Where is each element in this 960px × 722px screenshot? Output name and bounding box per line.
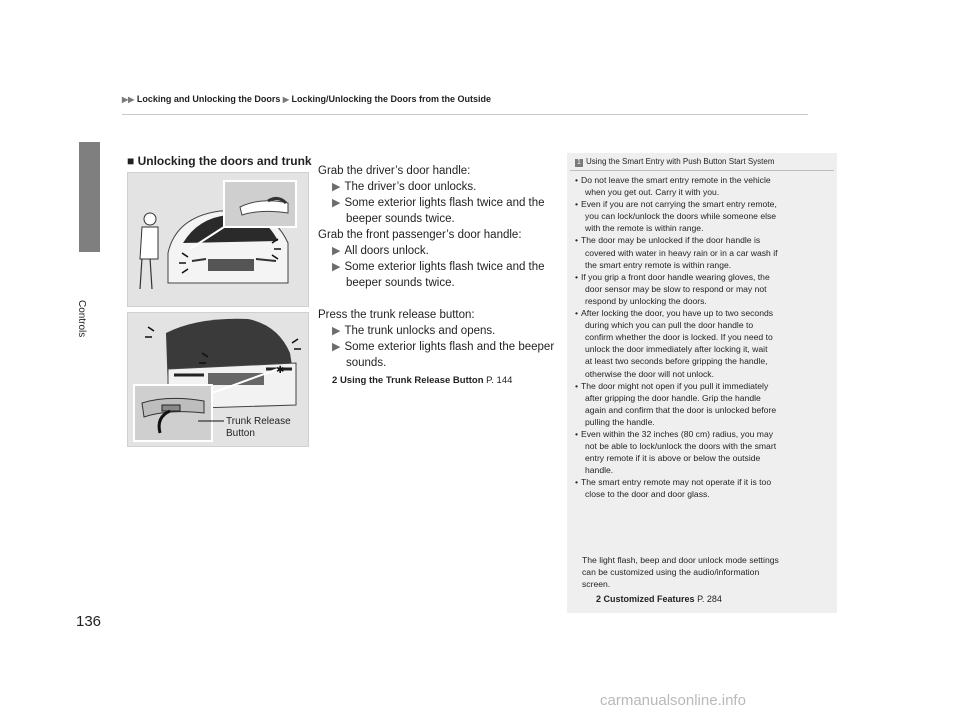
trunk-step-2: ▶ Some exterior lights flash and the beeper [332, 341, 555, 353]
page-number: 136 [76, 613, 102, 630]
note-icon: 1 [575, 159, 583, 167]
trunk-step-2-cont: sounds. [346, 357, 387, 369]
trunk-release-reference-link[interactable]: 2 Using the Trunk Release Button P. 144 [332, 375, 513, 386]
trunk-step-1: ▶ The trunk unlocks and opens. [332, 325, 496, 337]
section-title [127, 154, 312, 168]
note-line: door sensor may be slow to respond or may not [585, 283, 767, 294]
passenger-step-2-cont: beeper sounds twice. [346, 277, 455, 289]
step-arrow-icon: ▶ [332, 325, 341, 337]
passenger-step-2: ▶ Some exterior lights flash twice and the [332, 261, 545, 273]
note-line: confirm whether the door is locked. If you need to [585, 332, 773, 343]
note-line: not be able to lock/unlock the doors with the smart [585, 441, 777, 452]
note-line: close to the door and door glass. [585, 489, 710, 500]
note-line: you can lock/unlock the doors while someone else [585, 211, 777, 222]
passenger-step-1: ▶ All doors unlock. [332, 245, 429, 257]
note-line: handle. [585, 465, 614, 476]
note-paragraph-line: can be customized using the audio/information [582, 567, 760, 578]
trunk-intro: Press the trunk release button: [318, 309, 475, 321]
reference-icon: 2 [332, 375, 338, 386]
note-line: again and confirm that the door is unlocked before [585, 404, 777, 415]
note-line: when you get out. Carry it with you. [585, 187, 720, 198]
note-line: • The door might not open if you pull it immediately [575, 380, 769, 391]
step-arrow-icon: ▶ [332, 181, 341, 193]
note-line: • After locking the door, you have up to two seconds [575, 308, 774, 319]
note-line: • Do not leave the smart entry remote in the vehicle [575, 175, 771, 185]
note-line: unlock the door immediately after locking it, wait [585, 344, 768, 355]
trunk-release-caption: Trunk Release Button [226, 416, 291, 439]
breadcrumb-marker: ▶▶ [122, 95, 135, 104]
section-title-text: Unlocking the doors and trunk [137, 154, 312, 168]
driver-step-2: ▶ Some exterior lights flash twice and the [332, 197, 545, 209]
step-arrow-icon: ▶ [332, 341, 341, 353]
step-arrow-icon: ▶ [332, 245, 341, 257]
watermark: carmanualsonline.info [600, 692, 746, 709]
note-paragraph-line: The light flash, beep and door unlock mode settings [582, 555, 779, 565]
note-line: • The door may be unlocked if the door handle is [575, 235, 761, 246]
note-line: covered with water in heavy rain or in a car wash if [585, 247, 778, 258]
breadcrumb-level2[interactable]: Locking/Unlocking the Doors from the Outside [291, 94, 492, 104]
customized-features-reference-link[interactable]: 2 Customized Features P. 284 [596, 594, 722, 604]
note-line: • The smart entry remote may not operate if it is too [575, 477, 772, 488]
chapter-tab [79, 142, 100, 252]
note-line: • Even if you are not carrying the smart entry remote, [575, 199, 777, 210]
driver-step-1: ▶ The driver’s door unlocks. [332, 181, 477, 193]
reference-icon: 2 [596, 594, 602, 604]
note-paragraph-line: screen. [582, 579, 611, 590]
driver-intro: Grab the driver’s door handle: [318, 165, 471, 177]
note-line: respond by unlocking the doors. [585, 295, 707, 306]
passenger-intro: Grab the front passenger’s door handle: [318, 229, 522, 241]
step-arrow-icon: ▶ [332, 261, 341, 273]
note-line: • If you grip a front door handle wearing gloves, the [575, 271, 770, 282]
note-line: at least two seconds before gripping the handle, [585, 356, 768, 367]
note-title: 1 Using the Smart Entry with Push Button Start System [575, 157, 775, 167]
note-line: • Even within the 32 inches (80 cm) radius, you may [575, 428, 774, 439]
note-line: otherwise the door will not unlock. [585, 368, 714, 379]
note-paragraph [582, 554, 779, 590]
breadcrumb-separator: ▶ [282, 95, 290, 104]
note-line: the smart entry remote is within range. [585, 259, 732, 270]
note-divider [570, 170, 834, 171]
step-arrow-icon: ▶ [332, 197, 341, 209]
header-divider [122, 114, 808, 115]
chapter-label: Controls [76, 300, 87, 338]
driver-step-2-cont: beeper sounds twice. [346, 213, 455, 225]
breadcrumb-level1[interactable]: Locking and Unlocking the Doors [136, 94, 281, 104]
breadcrumb [122, 94, 491, 104]
note-bullets [575, 174, 778, 501]
note-line: after gripping the door handle. Grip the handle [585, 392, 761, 403]
car-front-illustration [128, 173, 308, 306]
note-line: entry remote if it is above or below the outside [585, 453, 761, 464]
svg-text:✱: ✱ [276, 365, 285, 376]
note-line: with the remote is within range. [585, 223, 704, 234]
section-marker: ■ [127, 154, 135, 168]
note-line: during which you can pull the door handle to [585, 320, 754, 331]
note-line: pulling the handle. [585, 416, 655, 427]
figure-door-handle [127, 172, 309, 307]
